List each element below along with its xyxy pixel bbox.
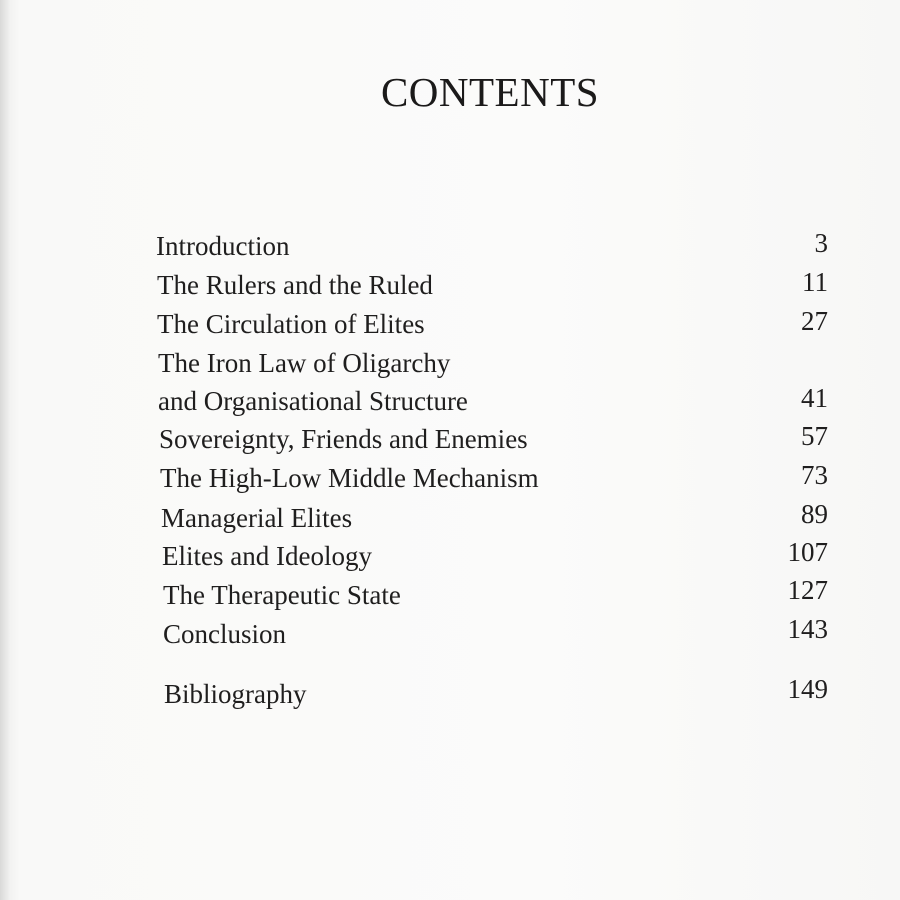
bibliography-title: Bibliography [164, 679, 307, 709]
toc-entry-page: 89 [801, 499, 828, 529]
toc-entry-page: 73 [801, 460, 828, 490]
page-title: CONTENTS [380, 69, 600, 115]
toc-entry-title: The Iron Law of Oligarchy [158, 348, 451, 378]
toc-entry-title: The High-Low Middle Mechanism [160, 463, 539, 493]
bibliography-page: 149 [787, 674, 828, 704]
toc-entry-page: 3 [814, 228, 828, 258]
toc-entry-title: Managerial Elites [161, 503, 353, 533]
toc-entry-title: The Therapeutic State [163, 580, 401, 610]
toc-entry-page: 143 [787, 614, 828, 644]
toc-entry-title: Introduction [156, 231, 290, 261]
toc-entry-title: The Circulation of Elites [157, 309, 425, 339]
toc-entry-title: Elites and Ideology [162, 541, 372, 571]
toc-entry-title: The Rulers and the Ruled [157, 270, 433, 300]
toc-entry-page: 41 [801, 383, 828, 413]
toc-entry-page: 11 [802, 267, 828, 297]
toc-entry-page: 127 [787, 575, 828, 605]
toc-entry-page: 27 [801, 306, 828, 336]
toc-entry-title: and Organisational Structure [158, 386, 468, 416]
toc-entry-title: Sovereignty, Friends and Enemies [159, 424, 528, 454]
toc-entry-page: 57 [801, 421, 828, 451]
toc-entry-page: 107 [787, 537, 828, 567]
toc-entry-title: Conclusion [163, 619, 287, 649]
